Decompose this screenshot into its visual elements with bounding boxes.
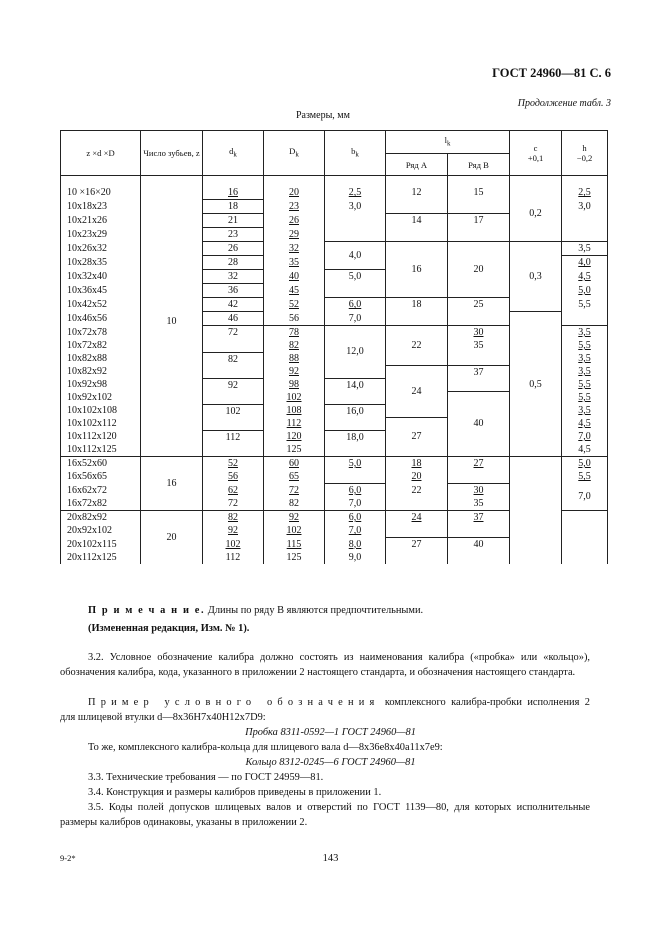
dk-cell: 16 xyxy=(203,176,264,200)
row-size: 10x23x29 xyxy=(61,228,141,242)
col-bk: $b_k$ xyxy=(325,131,386,176)
row-size: 10x112x125 xyxy=(61,443,141,457)
bk-cell: 2,5 xyxy=(325,176,386,200)
col-lk: $l_k$ xyxy=(386,131,510,154)
row-size: 10x21x26 xyxy=(61,214,141,228)
h-cell: 4,5 xyxy=(562,270,608,284)
teeth-cell: 20 xyxy=(141,511,203,564)
h-cell: 2,5 xyxy=(562,176,608,200)
Dk-cell: 120 xyxy=(264,430,325,443)
row-b-cell: 27 xyxy=(448,457,510,471)
h-cell: 4,5 xyxy=(562,417,608,430)
Dk-cell: 65 xyxy=(264,470,325,484)
h-cell: 7,0 xyxy=(562,484,608,511)
col-z-d-D: z ×d ×D xyxy=(61,131,141,176)
dk-cell: 32 xyxy=(203,270,264,284)
h-cell: 5,5 xyxy=(562,391,608,404)
row-b-cell: 40 xyxy=(448,538,510,564)
Dk-cell: 32 xyxy=(264,242,325,256)
row-a-cell-empty xyxy=(386,524,448,538)
dk-cell: 82 xyxy=(203,352,264,378)
row-size: 10x92x102 xyxy=(61,391,141,404)
row-a-cell: 22 xyxy=(386,326,448,366)
row-b-cell: 40 xyxy=(448,391,510,457)
page-header: ГОСТ 24960—81 С. 6 xyxy=(492,66,611,80)
bk-cell: 6,0 xyxy=(325,511,386,525)
row-size: 10x72x78 xyxy=(61,326,141,340)
Dk-cell: 52 xyxy=(264,298,325,312)
bk-cell-empty xyxy=(325,470,386,484)
dk-cell: 112 xyxy=(203,551,264,564)
row-b-cell-empty xyxy=(448,470,510,484)
h-cell: 5,5 xyxy=(562,470,608,484)
paragraph-3-4: 3.4. Конструкция и размеры калибров приведены в приложении 1. xyxy=(88,787,382,798)
h-cell: 3,0 xyxy=(562,200,608,242)
row-size: 20x112x125 xyxy=(61,551,141,564)
Dk-cell: 115 xyxy=(264,538,325,551)
h-cell: 3,5 xyxy=(562,242,608,256)
table-continuation: Продолжение табл. 3 xyxy=(517,98,611,109)
h-cell: 3,5 xyxy=(562,326,608,340)
col-Dk: $D_k$ xyxy=(264,131,325,176)
h-cell: 3,5 xyxy=(562,404,608,417)
row-size: 10x46x56 xyxy=(61,312,141,326)
h-cell: 3,5 xyxy=(562,352,608,365)
row-size: 10x36x45 xyxy=(61,284,141,298)
Dk-cell: 82 xyxy=(264,497,325,511)
h-cell: 7,0 xyxy=(562,430,608,443)
example-intro: Пример условного обозначения комплексного калибра-пробки исполнения 2 для шлицевой втулки d—8x36H7x40H12x7D9: xyxy=(60,697,590,723)
c-cell-empty xyxy=(510,457,562,564)
dk-cell: 72 xyxy=(203,497,264,511)
h-cell: 5,5 xyxy=(562,339,608,352)
Dk-cell: 92 xyxy=(264,365,325,378)
dk-cell: 46 xyxy=(203,312,264,326)
table-units: Размеры, мм xyxy=(296,110,350,121)
Dk-cell: 23 xyxy=(264,200,325,214)
row-size: 10x82x88 xyxy=(61,352,141,365)
row-size: 10x72x82 xyxy=(61,339,141,352)
bk-cell: 3,0 xyxy=(325,200,386,242)
Dk-cell: 88 xyxy=(264,352,325,365)
dk-cell: 102 xyxy=(203,538,264,551)
teeth-cell: 16 xyxy=(141,457,203,511)
dk-cell: 23 xyxy=(203,228,264,242)
col-teeth: Число зубьев, z xyxy=(141,131,203,176)
dk-cell: 36 xyxy=(203,284,264,298)
h-cell: 5,0 xyxy=(562,284,608,298)
example-plug: Пробка 8311-0592—1 ГОСТ 24960—81 xyxy=(245,727,416,738)
bk-cell: 18,0 xyxy=(325,430,386,457)
paragraph-3-5: 3.5. Коды полей допусков шлицевых валов и отверстий по ГОСТ 1139—80, для которых исполнительные размеры калибров одинаковы, указаны в приложении 2. xyxy=(60,802,590,828)
row-a-cell: 24 xyxy=(386,365,448,417)
row-b-cell: 35 xyxy=(448,497,510,511)
dk-cell: 18 xyxy=(203,200,264,214)
col-row-a: Ряд А xyxy=(386,154,448,176)
row-b-cell: 17 xyxy=(448,214,510,242)
table-note: П р и м е ч а н и е. Длины по ряду В являются предпочтительными. xyxy=(88,605,424,616)
c-cell: 0,5 xyxy=(510,312,562,457)
dk-cell: 28 xyxy=(203,256,264,270)
row-a-cell: 18 xyxy=(386,298,448,326)
Dk-cell: 102 xyxy=(264,524,325,538)
dk-cell: 72 xyxy=(203,326,264,353)
bk-cell: 5,0 xyxy=(325,270,386,298)
row-size: 10x32x40 xyxy=(61,270,141,284)
dk-cell: 92 xyxy=(203,524,264,538)
row-size: 10x28x35 xyxy=(61,256,141,270)
row-size: 10x82x92 xyxy=(61,365,141,378)
row-size: 20x82x92 xyxy=(61,511,141,525)
Dk-cell: 20 xyxy=(264,176,325,200)
row-a-cell: 24 xyxy=(386,511,448,525)
bk-cell: 4,0 xyxy=(325,242,386,270)
col-h: h −0,2 xyxy=(562,131,608,176)
example-ring-intro: То же, комплексного калибра-кольца для шлицевого вала d—8x36e8x40a11x7e9: xyxy=(88,742,443,753)
paragraph-3-3: 3.3. Технические требования — по ГОСТ 24959—81. xyxy=(88,772,324,783)
c-cell: 0,2 xyxy=(510,176,562,242)
amended-note: (Измененная редакция, Изм. № 1). xyxy=(88,623,250,634)
Dk-cell: 56 xyxy=(264,312,325,326)
row-b-cell: 37 xyxy=(448,511,510,525)
row-size: 20x102x115 xyxy=(61,538,141,551)
row-a-cell: 22 xyxy=(386,484,448,511)
Dk-cell: 92 xyxy=(264,511,325,525)
row-a-cell: 12 xyxy=(386,176,448,214)
row-b-cell: 30 xyxy=(448,484,510,498)
col-dk: $d_k$ xyxy=(203,131,264,176)
row-a-cell: 20 xyxy=(386,470,448,484)
bk-cell: 5,0 xyxy=(325,457,386,471)
dk-cell: 102 xyxy=(203,404,264,430)
bk-cell: 7,0 xyxy=(325,524,386,538)
example-ring: Кольцо 8312-0245—6 ГОСТ 24960—81 xyxy=(245,757,416,768)
row-size: 16x62x72 xyxy=(61,484,141,498)
row-size: 10x92x98 xyxy=(61,378,141,391)
Dk-cell: 112 xyxy=(264,417,325,430)
row-size: 10x102x108 xyxy=(61,404,141,417)
Dk-cell: 108 xyxy=(264,404,325,417)
h-cell xyxy=(562,511,608,564)
Dk-cell: 78 xyxy=(264,326,325,340)
row-a-cell: 27 xyxy=(386,417,448,457)
paragraph-3-2: 3.2. Условное обозначение калибра должно состоять из наименования калибра («пробка» или «кольцо»), обозначения калибра, кода, указанного в приложении 2 настоящего стандарта, и обозначения настоящего стандарта. xyxy=(60,652,590,678)
h-cell: 3,5 xyxy=(562,365,608,378)
row-a-cell: 18 xyxy=(386,457,448,471)
bk-cell: 8,0 xyxy=(325,538,386,551)
teeth-cell: 10 xyxy=(141,176,203,457)
row-size: 16x72x82 xyxy=(61,497,141,511)
row-b-cell: 30 xyxy=(448,326,510,340)
Dk-cell: 35 xyxy=(264,256,325,270)
Dk-cell: 40 xyxy=(264,270,325,284)
bk-cell: 7,0 xyxy=(325,312,386,326)
row-a-cell: 14 xyxy=(386,214,448,242)
row-size: 16x56x65 xyxy=(61,470,141,484)
row-size: 16x52x60 xyxy=(61,457,141,471)
bk-cell: 16,0 xyxy=(325,404,386,430)
dk-cell: 42 xyxy=(203,298,264,312)
row-size: 10 ×16×20 xyxy=(61,176,141,200)
Dk-cell: 29 xyxy=(264,228,325,242)
Dk-cell: 82 xyxy=(264,339,325,352)
row-size: 10x26x32 xyxy=(61,242,141,256)
Dk-cell: 45 xyxy=(264,284,325,298)
page-number: 143 xyxy=(322,853,339,864)
Dk-cell: 125 xyxy=(264,443,325,457)
row-a-cell: 27 xyxy=(386,538,448,564)
Dk-cell: 26 xyxy=(264,214,325,228)
dk-cell: 21 xyxy=(203,214,264,228)
h-cell: 5,5 xyxy=(562,378,608,391)
row-size: 10x102x112 xyxy=(61,417,141,430)
col-c: c +0,1 xyxy=(510,131,562,176)
h-cell: 4,5 xyxy=(562,443,608,457)
dk-cell: 62 xyxy=(203,484,264,498)
h-cell: 5,5 xyxy=(562,298,608,326)
dk-cell: 56 xyxy=(203,470,264,484)
dimensions-table xyxy=(60,130,608,564)
signature-mark: 9-2* xyxy=(60,853,76,863)
row-size: 10x112x120 xyxy=(61,430,141,443)
row-size: 10x42x52 xyxy=(61,298,141,312)
row-b-cell: 15 xyxy=(448,176,510,214)
row-b-cell: 37 xyxy=(448,365,510,391)
h-cell: 5,0 xyxy=(562,457,608,471)
dk-cell: 82 xyxy=(203,511,264,525)
row-b-cell: 25 xyxy=(448,298,510,326)
dk-cell: 52 xyxy=(203,457,264,471)
row-b-cell-empty xyxy=(448,524,510,538)
Dk-cell: 125 xyxy=(264,551,325,564)
dk-cell: 92 xyxy=(203,378,264,404)
dk-cell: 26 xyxy=(203,242,264,256)
row-b-cell: 20 xyxy=(448,242,510,298)
bk-cell: 14,0 xyxy=(325,378,386,404)
c-cell: 0,3 xyxy=(510,242,562,312)
Dk-cell: 60 xyxy=(264,457,325,471)
dk-cell: 112 xyxy=(203,430,264,457)
Dk-cell: 102 xyxy=(264,391,325,404)
bk-cell: 12,0 xyxy=(325,326,386,379)
bk-cell: 9,0 xyxy=(325,551,386,564)
bk-cell: 6,0 xyxy=(325,298,386,312)
Dk-cell: 72 xyxy=(264,484,325,498)
row-size: 10x18x23 xyxy=(61,200,141,214)
bk-cell: 7,0 xyxy=(325,497,386,511)
col-row-b: Ряд В xyxy=(448,154,510,176)
Dk-cell: 98 xyxy=(264,378,325,391)
h-cell: 4,0 xyxy=(562,256,608,270)
row-size: 20x92x102 xyxy=(61,524,141,538)
bk-cell: 6,0 xyxy=(325,484,386,498)
row-b-cell: 35 xyxy=(448,339,510,365)
row-a-cell: 16 xyxy=(386,242,448,298)
